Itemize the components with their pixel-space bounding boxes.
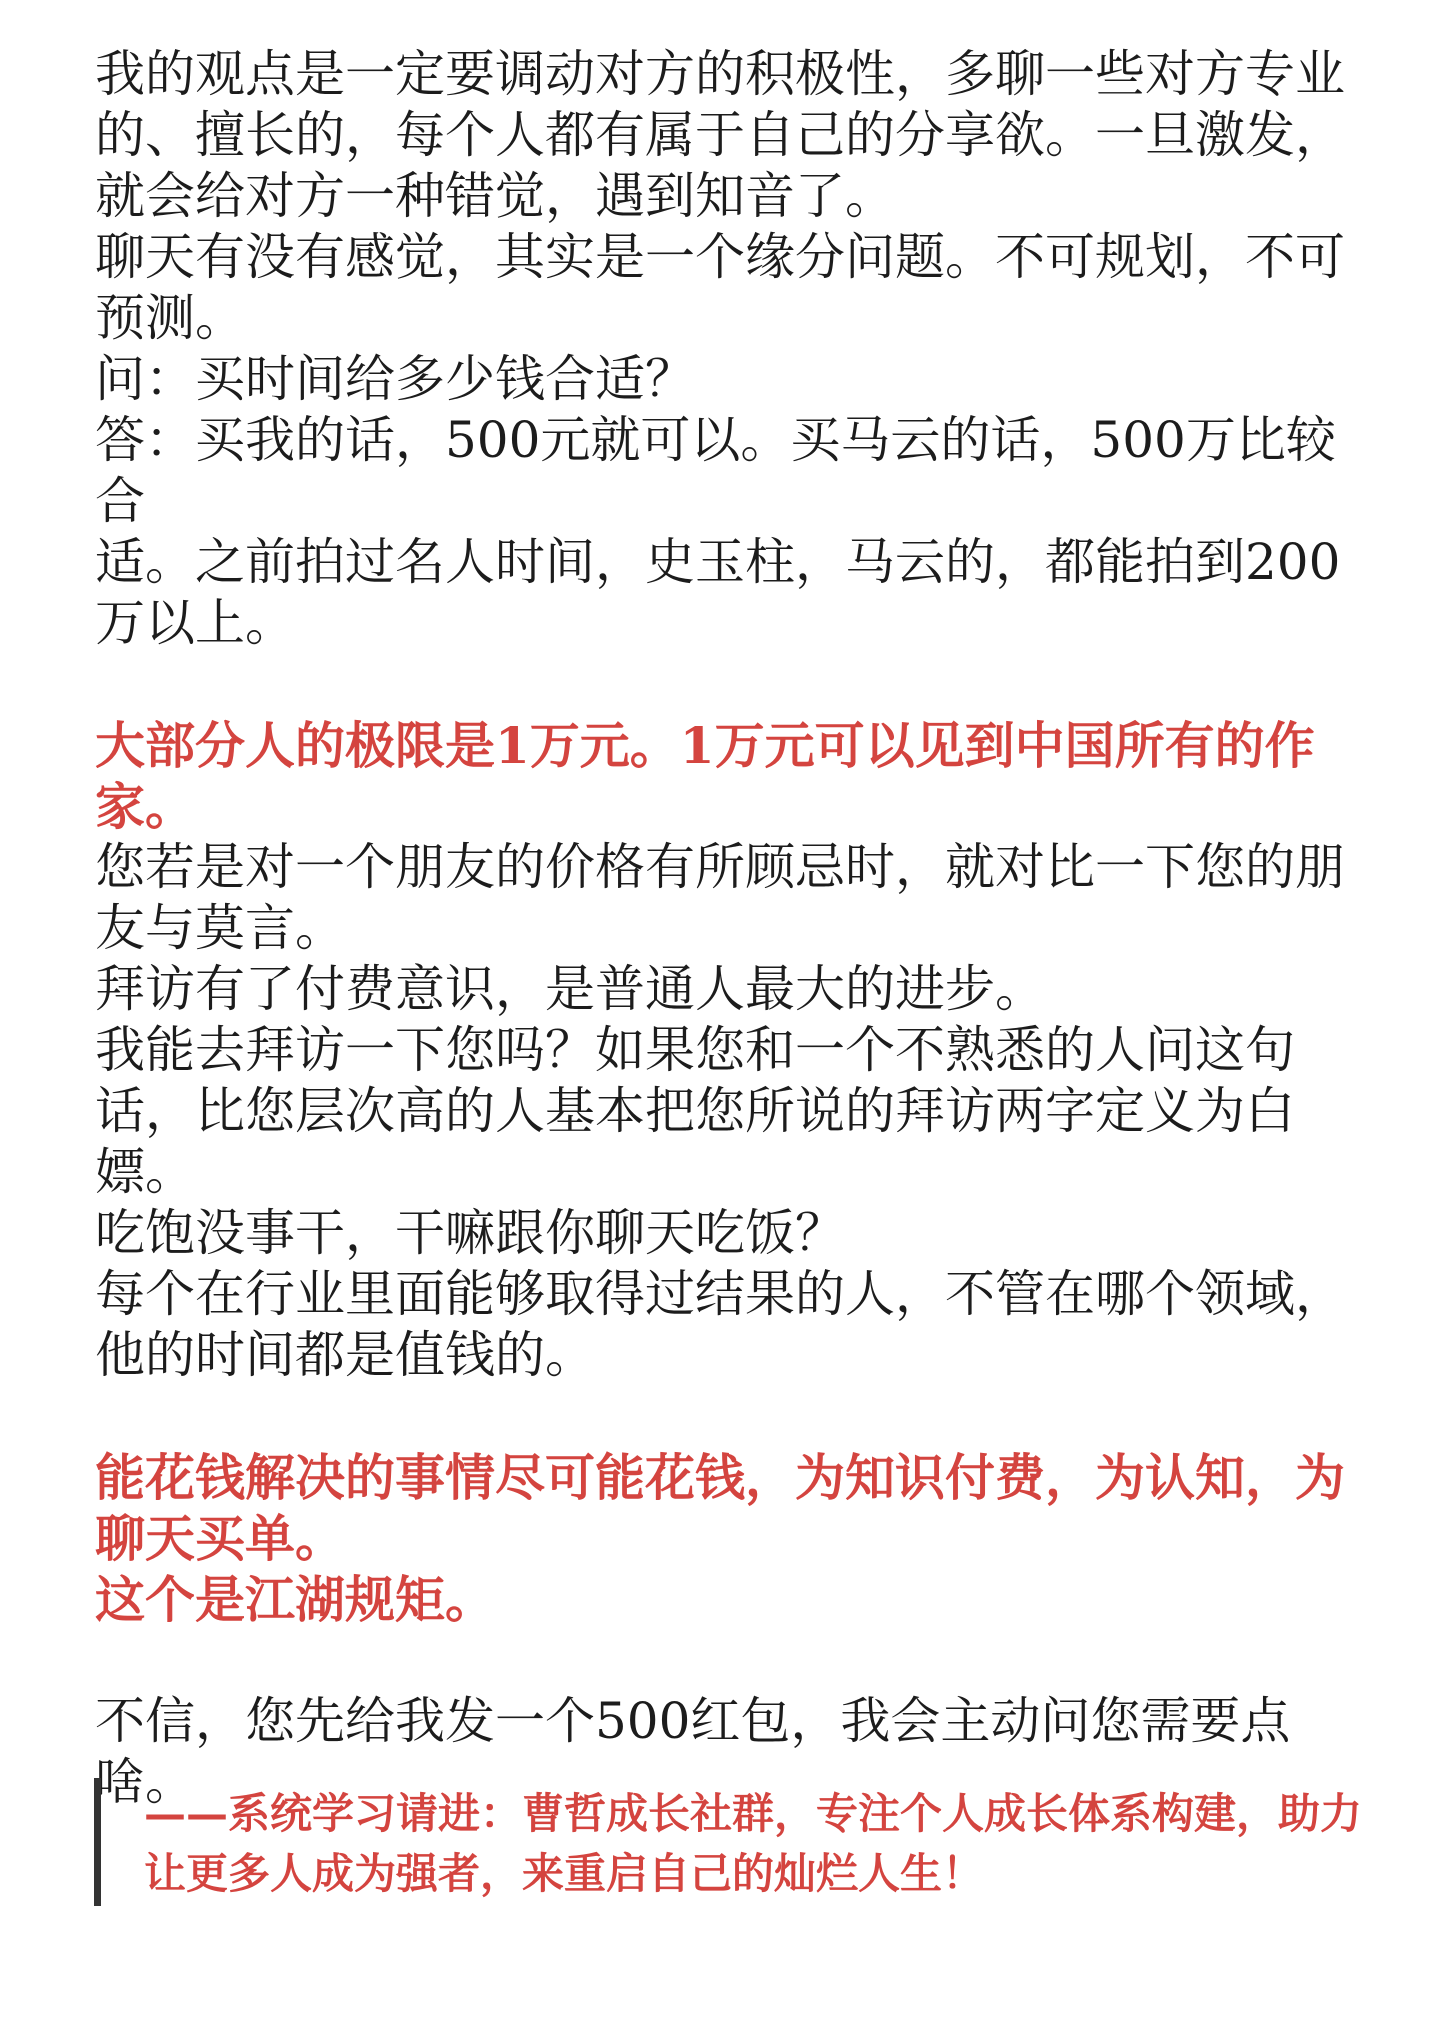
paragraph-spacer [95, 1386, 1365, 1447]
paragraph-opinion: 我的观点是一定要调动对方的积极性，多聊一些对方专业 的、擅长的，每个人都有属于自己的分享欲。一旦激发， 就会给对方一种错觉，遇到知音了。 聊天有没有感觉，其实是一个缘分问题。不可规划，不可 预测。 问：买时间给多少钱合适？ 答：买我的话，500元就可以。买马云的话，500万比较合 适。之前拍过名人时间，史玉柱，马云的，都能拍到200 万以上。 [95, 45, 1345, 652]
blockquote-text: ——系统学习请进：曹哲成长社群，专注个人成长体系构建，助力 让更多人成为强者，来重启自己的灿烂人生！ [144, 1789, 1363, 1898]
paragraph-spacer [95, 654, 1365, 715]
paragraph-visit: 您若是对一个朋友的价格有所顾忌时，就对比一下您的朋 友与莫言。 拜访有了付费意识，是普通人最大的进步。 我能去拜访一下您吗？如果您和一个不熟悉的人问这句 话，比您层次高的人基本把您所说的拜访两字定义为白 嫖。 吃饱没事干，干嘛跟你聊天吃饭？ 每个在行业里面能够取得过结果的人，不管在哪个领域， 他的时间都是值钱的。 [95, 838, 1345, 1384]
blockquote [94, 1778, 1364, 1906]
paragraph-spacer [95, 1630, 1365, 1691]
article-body [95, 44, 1365, 1813]
highlight-paragraph-limit: 大部分人的极限是1万元。1万元可以见到中国所有的作 家。 [95, 716, 1315, 836]
paragraph-red-packet: 不信，您先给我发一个500红包，我会主动问您需要点 啥。 [95, 1692, 1291, 1811]
highlight-paragraph-rules: 能花钱解决的事情尽可能花钱，为知识付费，为认知，为 聊天买单。 这个是江湖规矩。 [95, 1448, 1345, 1629]
